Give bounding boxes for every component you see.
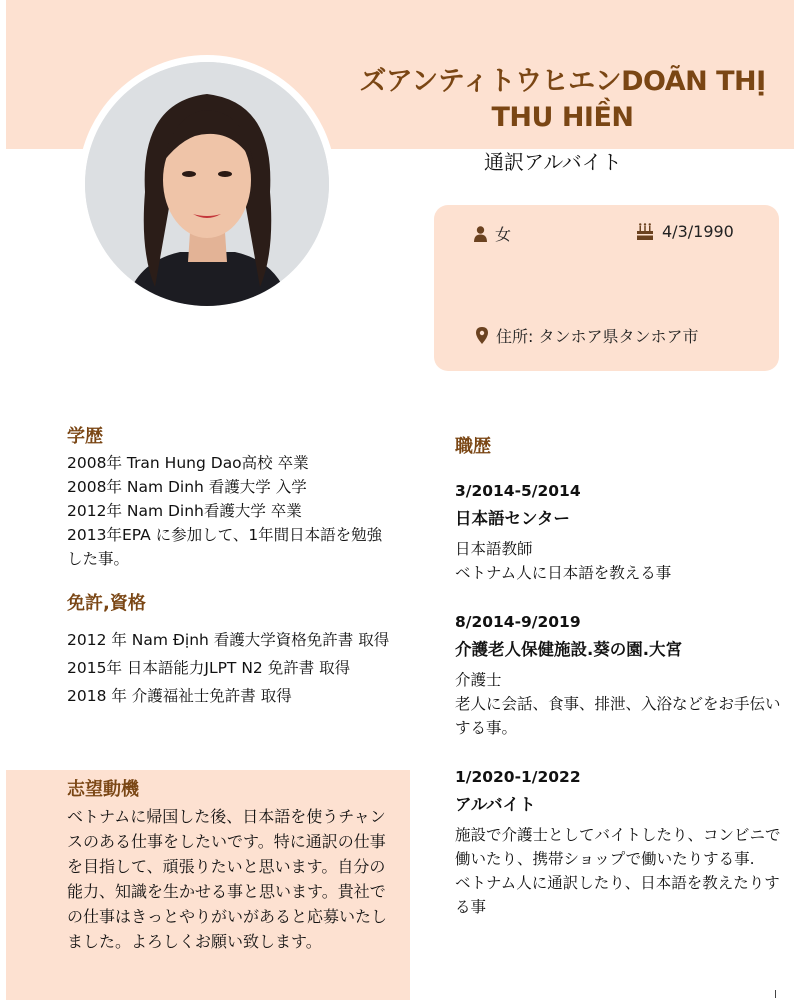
job-role: 日本語教師 xyxy=(455,540,533,558)
birthday-row xyxy=(636,222,734,241)
job-description xyxy=(455,668,785,740)
licenses-title: 免許,資格 xyxy=(67,593,146,614)
job-title: 通訳アルバイト xyxy=(484,150,622,174)
education-list xyxy=(67,451,397,571)
address-row xyxy=(476,324,698,347)
birthday-value: 4/3/1990 xyxy=(662,222,734,241)
job-description xyxy=(455,823,785,919)
job-detail: ベトナム人に日本語を教える事 xyxy=(455,564,672,582)
education-item: 2013年EPA に参加して、1年間日本語を勉強した事。 xyxy=(67,526,383,568)
profile-photo xyxy=(85,62,329,306)
job-organization: アルバイト xyxy=(455,795,536,814)
job-organization: 介護老人保健施設.葵の園.大宮 xyxy=(455,640,683,659)
education-item: 2012年 Nam Dinh看護大学 卒業 xyxy=(67,502,302,520)
gender-value: 女 xyxy=(495,225,512,244)
job-date: 8/2014-9/2019 xyxy=(455,613,581,631)
license-item: 2015年 日本語能力JLPT N2 免許書 取得 xyxy=(67,659,351,677)
job-detail: ベトナム人に通訳したり、日本語を教えたりする事 xyxy=(455,874,780,916)
motivation-title: 志望動機 xyxy=(67,779,139,800)
license-item: 2012 年 Nam Định 看護大学資格免許書 取得 xyxy=(67,631,390,649)
education-title: 学歴 xyxy=(67,426,103,447)
map-pin-icon xyxy=(476,327,488,344)
job-organization: 日本語センター xyxy=(455,509,570,528)
job-detail: 施設で介護士としてバイトしたり、コンビニで働いたり、携帯ショップで働いたりする事. xyxy=(455,826,781,868)
education-item: 2008年 Tran Hung Dao高校 卒業 xyxy=(67,454,309,472)
motivation-text: ベトナムに帰国した後、日本語を使うチャンスのある仕事をしたいです。特に通訳の仕事を目指して、頑張りたいと思います。自分の能力、知識を生かせる事と思います。貴社での仕事はきっとやりがいがあると応募いたしました。よろしくお願い致します。 xyxy=(67,807,388,951)
personal-info-card xyxy=(434,205,779,371)
education-item: 2008年 Nam Dinh 看護大学 入学 xyxy=(67,478,307,496)
address-value: 住所: タンホア県タンホア市 xyxy=(496,327,699,346)
job-date: 1/2020-1/2022 xyxy=(455,768,581,786)
job-role: 介護士 xyxy=(455,671,502,689)
job-date: 3/2014-5/2014 xyxy=(455,482,581,500)
career-title: 職歴 xyxy=(455,436,491,457)
licenses-list xyxy=(67,628,397,708)
divider-mark xyxy=(775,990,776,998)
user-icon xyxy=(474,226,487,242)
candidate-name: ズアンティトウヒエンDOÃN THỊ THU HIỀN xyxy=(359,66,766,133)
birthday-cake-icon xyxy=(636,223,654,241)
gender-row xyxy=(474,222,511,245)
job-description xyxy=(455,537,785,585)
job-detail: 老人に会話、食事、排泄、入浴などをお手伝いする事。 xyxy=(455,695,781,737)
person-portrait-icon xyxy=(85,62,329,306)
license-item: 2018 年 介護福祉士免許書 取得 xyxy=(67,687,292,705)
